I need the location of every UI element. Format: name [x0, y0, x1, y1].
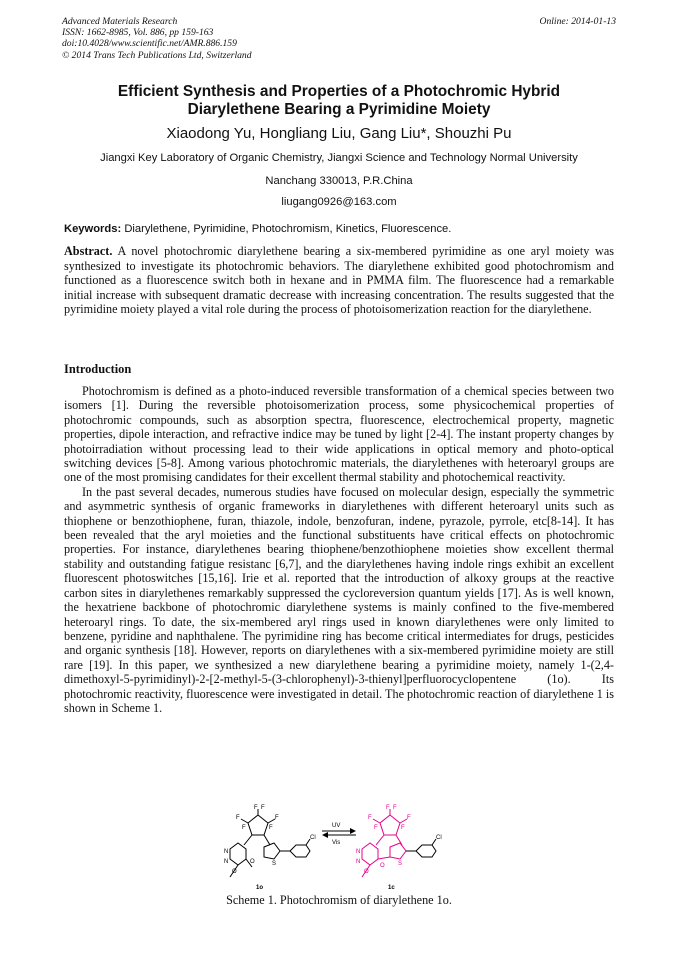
title-line-1: Efficient Synthesis and Properties of a Photochromic Hybrid: [117, 83, 561, 100]
abstract-text: A novel photochromic diarylethene bearing a six-membered pyrimidine as one aryl moiety was synthesized to investigate its photochromic behaviors. The diarylethene exhibited good photochromism and functioned as a fluorescence switch both in hexane and in PMMA film. The fluorescence had a remarkable initial increase with subsequent dramatic decrease with increasing concentration. The results suggested that the pyrimidine moiety played a vital role during the process of photoisomerization reaction for the diarylethene.: [64, 244, 614, 317]
vis-label: Vis: [332, 840, 341, 846]
atom-label-o: O: [232, 869, 237, 875]
bond: [264, 835, 270, 845]
bond: [244, 835, 252, 845]
forward-arrowhead: [350, 828, 356, 834]
atom-label-n: N: [356, 859, 361, 865]
online-date: Online: 2014-01-13: [539, 16, 616, 27]
atom-label-f: F: [368, 815, 372, 821]
journal-name: Advanced Materials Research: [62, 16, 178, 27]
paragraph-2: In the past several decades, numerous studies have focused on molecular design, especially the symmetric and asymmetric synthesis of organic frameworks in diarylethenes with different heteroaryl units such as thiophene or benzothiophene, furan, thiazole, indole, benzofuran, indene, pyrazole, pyrrole, etc[8-14]. It has been revealed that the aryl moieties and the functional substituents have critical effects on photochromic properties. For instance, diarylethenes bearing thiophene/benzothiophene moieties show excellent thermal stability and outstanding fatigue resistanc [6,7], and the diarylethenes having indole rings exhibit an excellent fluorescent photoswitches [15,16]. Irie et al. reported that the introduction of alkoxy groups at the reactive carbon sites in diarylethenes remarkably suppressed the cycloreversion quantum yields [17]. As is well known, the hexatriene backbone of photochromic diarylethene systems is mainly confined to the five-membered heteroaryl rings. To date, the six-membered aryl rings used in known diarylethenes were only limited to benzene, pyridine and naphthalene. The pyrimidine ring has become critical intermediates for drugs, pesticides and organic synthesis [18]. However, reports on diarylethenes with a six-membered pyrimidine moiety are still rare [19]. In this paper, we synthesized a new diarylethene bearing a pyrimidine moiety, namely 1-(2,4-dimethoxyl-5-pyrimidinyl)-2-[2-methyl-5-(3-chlorophenyl)-3-thienyl]perfluorocyclopentene (1o). Its photochromic reactivity, fluorescence were investigated in detail. The photochromic reaction of diarylethene 1 is shown in Scheme 1.: [64, 484, 614, 715]
abstract: [64, 244, 614, 317]
atom-label-f: F: [393, 805, 397, 811]
paper-title: [40, 83, 638, 119]
affiliation: Jiangxi Key Laboratory of Organic Chemistry, Jiangxi Science and Technology Normal University: [100, 152, 578, 164]
reaction-arrows: [322, 828, 356, 838]
atom-label-f: F: [386, 805, 390, 811]
phenyl-1c: [406, 839, 436, 857]
atom-label-f: F: [401, 825, 405, 831]
scheme-caption: Scheme 1. Photochromism of diarylethene 1o.: [226, 893, 452, 907]
phenyl-ring-open: [290, 845, 310, 857]
issn: ISSN: 1662-8985, Vol. 886, pp 159-163: [62, 27, 214, 39]
compound-label-1o: 1o: [256, 885, 264, 891]
pyrimidine-ring-closed: [362, 843, 378, 865]
molecule-1o: [230, 809, 310, 877]
atom-label-f: F: [275, 815, 279, 821]
reverse-arrowhead: [322, 832, 328, 838]
title-line-2: Diarylethene Bearing a Pyrimidine Moiety: [187, 101, 491, 118]
atom-label-f: F: [261, 805, 265, 811]
atom-label-cl: Cl: [436, 835, 442, 841]
atom-label-n: N: [224, 849, 229, 855]
paragraph-1: Photochromism is defined as a photo-induced reversible transformation of a chemical species between two isomers [1]. During the reversible photoisomerization process, some physicochemical properties of photochromic compounds, such as absorption spectra, fluorescence, electrochemical property, magnetic properties, dipole interaction, and refractive indice may be tuned by light [2-4]. The instant property changes by photoirradiation without processing lead to their wide applications in optical memory and photo-optical switching devices [5-8]. Among various photochromic materials, the diarylethenes with heteroaryl groups are one of the most promising candidates for their excellent thermal stability and photochemical reactivity.: [64, 384, 614, 485]
atom-label-s: S: [272, 861, 277, 867]
copyright: © 2014 Trans Tech Publications Ltd, Switzerland: [62, 49, 252, 61]
intro-body: [64, 384, 614, 715]
atom-label-f: F: [374, 825, 378, 831]
city: Nanchang 330013, P.R.China: [265, 175, 413, 187]
atom-label-o: O: [380, 863, 385, 869]
keywords: [64, 222, 624, 236]
uv-label: UV: [332, 823, 341, 829]
cyclopentene-ring-closed: [380, 815, 400, 835]
email: liugang0926@163.com: [281, 196, 397, 208]
bond: [376, 835, 384, 845]
atom-label-s: S: [398, 861, 403, 867]
abstract-label: Abstract.: [64, 244, 113, 258]
thiophene-ring-open: [264, 843, 280, 859]
bond: [268, 819, 275, 823]
keywords-text: Diarylethene, Pyrimidine, Photochromism, Kinetics, Fluorescence.: [124, 223, 452, 235]
doi: doi:10.4028/www.scientific.net/AMR.886.159: [62, 38, 237, 50]
intro-heading: Introduction: [64, 362, 132, 376]
atom-label-f: F: [236, 815, 240, 821]
thiophene-ring-closed: [390, 843, 406, 859]
labels-1c: [356, 805, 411, 875]
atom-label-o: O: [364, 869, 369, 875]
compound-label-1c: 1c: [388, 885, 395, 891]
atom-label-f: F: [269, 825, 273, 831]
atom-label-cl: Cl: [310, 835, 316, 841]
cyclopentene-ring-open: [248, 815, 268, 835]
bond: [241, 819, 248, 823]
atom-label-o: O: [250, 859, 255, 865]
bond: [373, 819, 380, 823]
atom-label-n: N: [224, 859, 229, 865]
phenyl-ring-closed: [416, 845, 436, 857]
journal-meta: [62, 16, 252, 61]
atom-label-n: N: [356, 849, 361, 855]
authors: Xiaodong Yu, Hongliang Liu, Gang Liu*, Shouzhi Pu: [166, 125, 512, 142]
atom-label-f: F: [254, 805, 258, 811]
scheme-1-figure: [210, 803, 470, 895]
atom-label-f: F: [407, 815, 411, 821]
labels-1o: [224, 805, 316, 891]
atom-label-f: F: [242, 825, 246, 831]
keywords-label: Keywords:: [64, 223, 122, 235]
ring-closing-bond: [378, 857, 390, 859]
pyrimidine-ring-open: [230, 843, 246, 865]
bond: [400, 819, 407, 823]
